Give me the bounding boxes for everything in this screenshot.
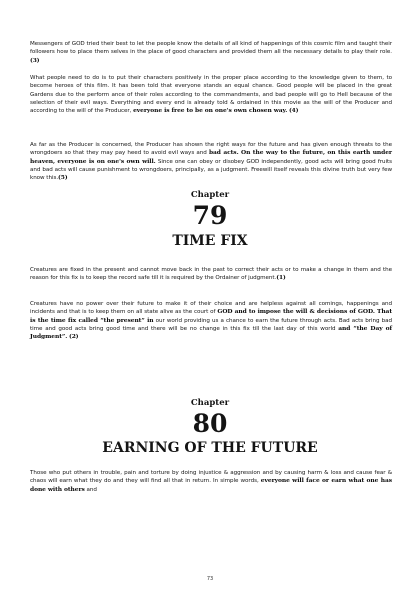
paragraph-those-who xyxy=(30,469,392,494)
chapter-79-title: TIME FIX xyxy=(172,233,248,249)
paragraph-reference: (1) xyxy=(276,274,286,282)
paragraph-bold-text-continued: and “the Day of Judgment”. xyxy=(30,324,392,341)
paragraph-producer xyxy=(30,141,392,182)
paragraph-text: Messengers of GOD tried their best to let the people know the details of all kind of happenings of this cosmic film and taught their followers how to place them selves in the place of good characters and provided them all the necessary details to play their role. xyxy=(30,41,392,56)
paragraph-text: Creatures have no power over their future to make it of their choice and are helpless against all comings, happenings and incidents and that is to keep them on all state alive as the court of xyxy=(30,301,392,316)
paragraph-bold-text: bad acts. On the way to the future, on this earth under heaven, everyone is on one's own will. xyxy=(30,149,392,165)
paragraph-text-continued: Since one can obey or disobey GOD independently, good acts will bring good fruits and bad acts will cause punishment to wrongdoers, principally, as a judgment. Freewill itself reveals this divine truth but very few know this. xyxy=(30,158,392,182)
page-number: 73 xyxy=(206,576,214,582)
paragraph-what-people-need xyxy=(30,74,392,115)
paragraph-reference: (4) xyxy=(288,107,299,115)
chapter-79-label: Chapter xyxy=(190,190,230,200)
paragraph-text: As far as the Producer is concerned, the Producer has shown the right ways for the future and has given enough threats to the wrongdoers so that they may pay heed to avoid evil ways and xyxy=(30,142,392,157)
paragraph-text: Those who put others in trouble, pain and torture by doing injustice & aggression and by causing harm & loss and cause fear & chaos will earn what they do and they will find all that in return. In simple words, xyxy=(30,470,392,485)
chapter-79-number: 79 xyxy=(192,201,228,230)
paragraph-creatures-fixed xyxy=(30,266,392,283)
paragraph-reference: (2) xyxy=(68,333,79,341)
paragraph-text-continued: our world providing us a chance to earn the future through acts. Bad acts bring bad time and good acts bring good time and there will be no change in this fix till the last day of this world xyxy=(30,317,392,332)
paragraph-messengers xyxy=(30,40,392,65)
chapter-80-number: 80 xyxy=(192,409,228,438)
paragraph-bold-text: everyone will face or earn what one has done with others xyxy=(30,477,393,493)
paragraph-text: What people need to do is to put their characters positively in the proper place according to the knowledge given to them, to become heroes of this film. It has been told that everyone stands an equal chance. Good people will be placed in the great Gardens due to the perform ance of their roles according to the commandments, and bad people will go to Hell because of the selection of their evil ways. Everything and every end is already told & ordained in this movie as the will of the Producer and according to the will of the Producer, xyxy=(30,75,392,115)
paragraph-reference: (3) xyxy=(30,56,40,64)
chapter-80-title: EARNING OF THE FUTURE xyxy=(102,440,318,456)
paragraph-text-continued: and xyxy=(86,486,97,493)
paragraph-text: Creatures are fixed in the present and cannot move back in the past to correct their acts or to make a change in them and the reason for this fix is to keep the record safe till it is required by the Ordainer of judgment. xyxy=(30,267,392,282)
chapter-80-label: Chapter xyxy=(190,398,230,408)
paragraph-bold-text: everyone is free to be on one's own chosen way. xyxy=(133,107,288,115)
paragraph-creatures-no-power xyxy=(30,300,392,341)
paragraph-reference: (5) xyxy=(58,174,68,182)
paragraph-bold-text: GOD and to impose the will & decisions of GOD. That is the time fix called “the present” in xyxy=(30,308,392,324)
